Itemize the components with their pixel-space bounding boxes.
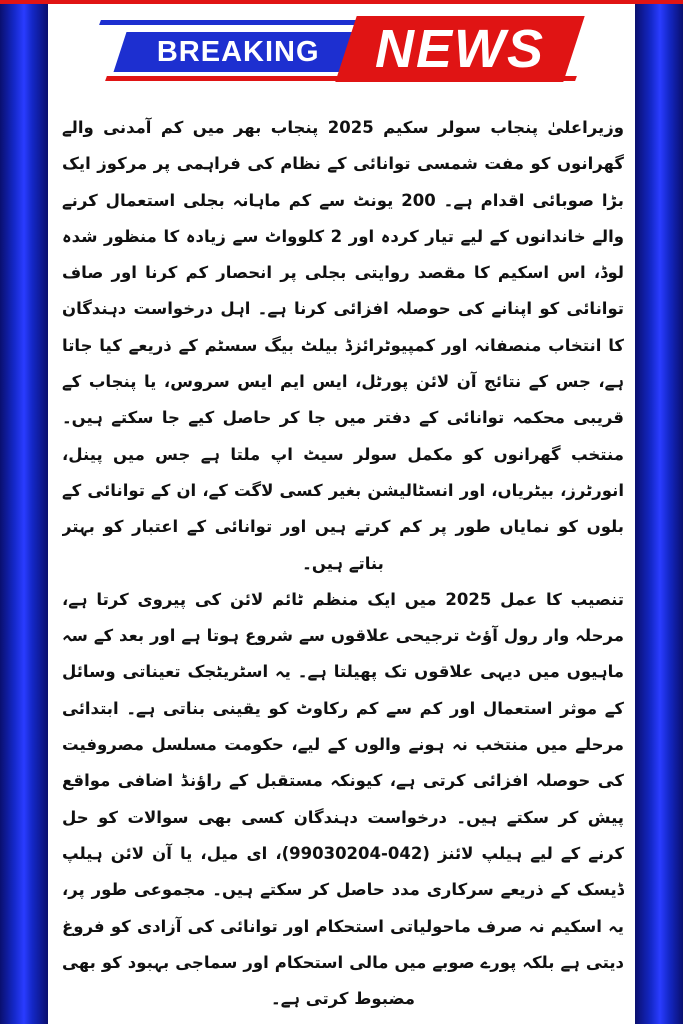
breaking-label: BREAKING: [156, 35, 320, 68]
news-label-box: [335, 16, 584, 82]
breaking-news-banner: [100, 6, 584, 92]
article-paragraph-2: تنصیب کا عمل 2025 میں ایک منظم ٹائم لائن کی پیروی کرتا ہے، مرحلہ وار رول آؤٹ ترجیحی علاقوں سے شروع ہوتا ہے اور بعد کے سہ ماہیوں میں دیہی علاقوں تک پھیلتا ہے۔ یہ اسٹریٹجک تعیناتی وسائل کے موثر استعمال اور کم سے کم رکاوٹ کو یقینی بناتی ہے۔ ابتدائی مرحلے میں منتخب نہ ہونے والوں کے لیے، حکومت مسلسل مصروفیت کی حوصلہ افزائی کرتی ہے، کیونکہ مستقبل کے راؤنڈ اضافی مواقع پیش کر سکتے ہیں۔ درخواست دہندگان کسی بھی سوالات کو حل کرنے کے لیے ہیلپ لائنز (042-99030204)، ای میل، یا آن لائن ہیلپ ڈیسک کے ذریعے سرکاری مدد حاصل کر سکتے ہیں۔ مجموعی طور پر، یہ اسکیم نہ صرف ماحولیاتی استحکام اور توانائی کی آزادی کو فروغ دیتی ہے بلکہ پورے صوبے میں مالی استحکام اور سماجی بہبود کو بھی مضبوط کرتی ہے۔: [62, 589, 624, 1009]
top-red-line: [0, 0, 683, 4]
article-body: [62, 110, 624, 1010]
breaking-label-box: [114, 32, 363, 72]
article-paragraph-1: وزیراعلیٰ پنجاب سولر سکیم 2025 پنجاب بھر میں کم آمدنی والے گھرانوں کو مفت شمسی توانائی کے نظام کی فراہمی پر مرکوز ایک بڑا صوبائی اقدام ہے۔ 200 یونٹ سے کم ماہانہ بجلی استعمال کرنے والے خاندانوں کے لیے تیار کردہ اور 2 کلوواٹ سے زیادہ کا منظور شدہ لوڈ، اس اسکیم کا مقصد روایتی بجلی پر انحصار کم کرنا اور صاف توانائی کو اپنانے کی حوصلہ افزائی کرنا ہے۔ اہل درخواست دہندگان کا انتخاب منصفانہ اور کمپیوٹرائزڈ بیلٹ بیگ سسٹم کے ذریعے کیا جاتا ہے، جس کے نتائج آن لائن پورٹل، ایس ایم ایس سروس، یا پنجاب کے قریبی محکمہ توانائی کے دفتر میں جا کر حاصل کیے جا سکتے ہیں۔ منتخب گھرانوں کو مکمل سولر سیٹ اپ ملتا ہے جس میں پینل، انورٹرز، بیٹریاں، اور انسٹالیشن بغیر کسی لاگت کے، ان کے توانائی کے بلوں کو نمایاں طور پر کم کرتے ہیں اور توانائی کے اعتبار کو بہتر بناتے ہیں۔: [62, 118, 624, 573]
news-label: NEWS: [375, 19, 545, 79]
